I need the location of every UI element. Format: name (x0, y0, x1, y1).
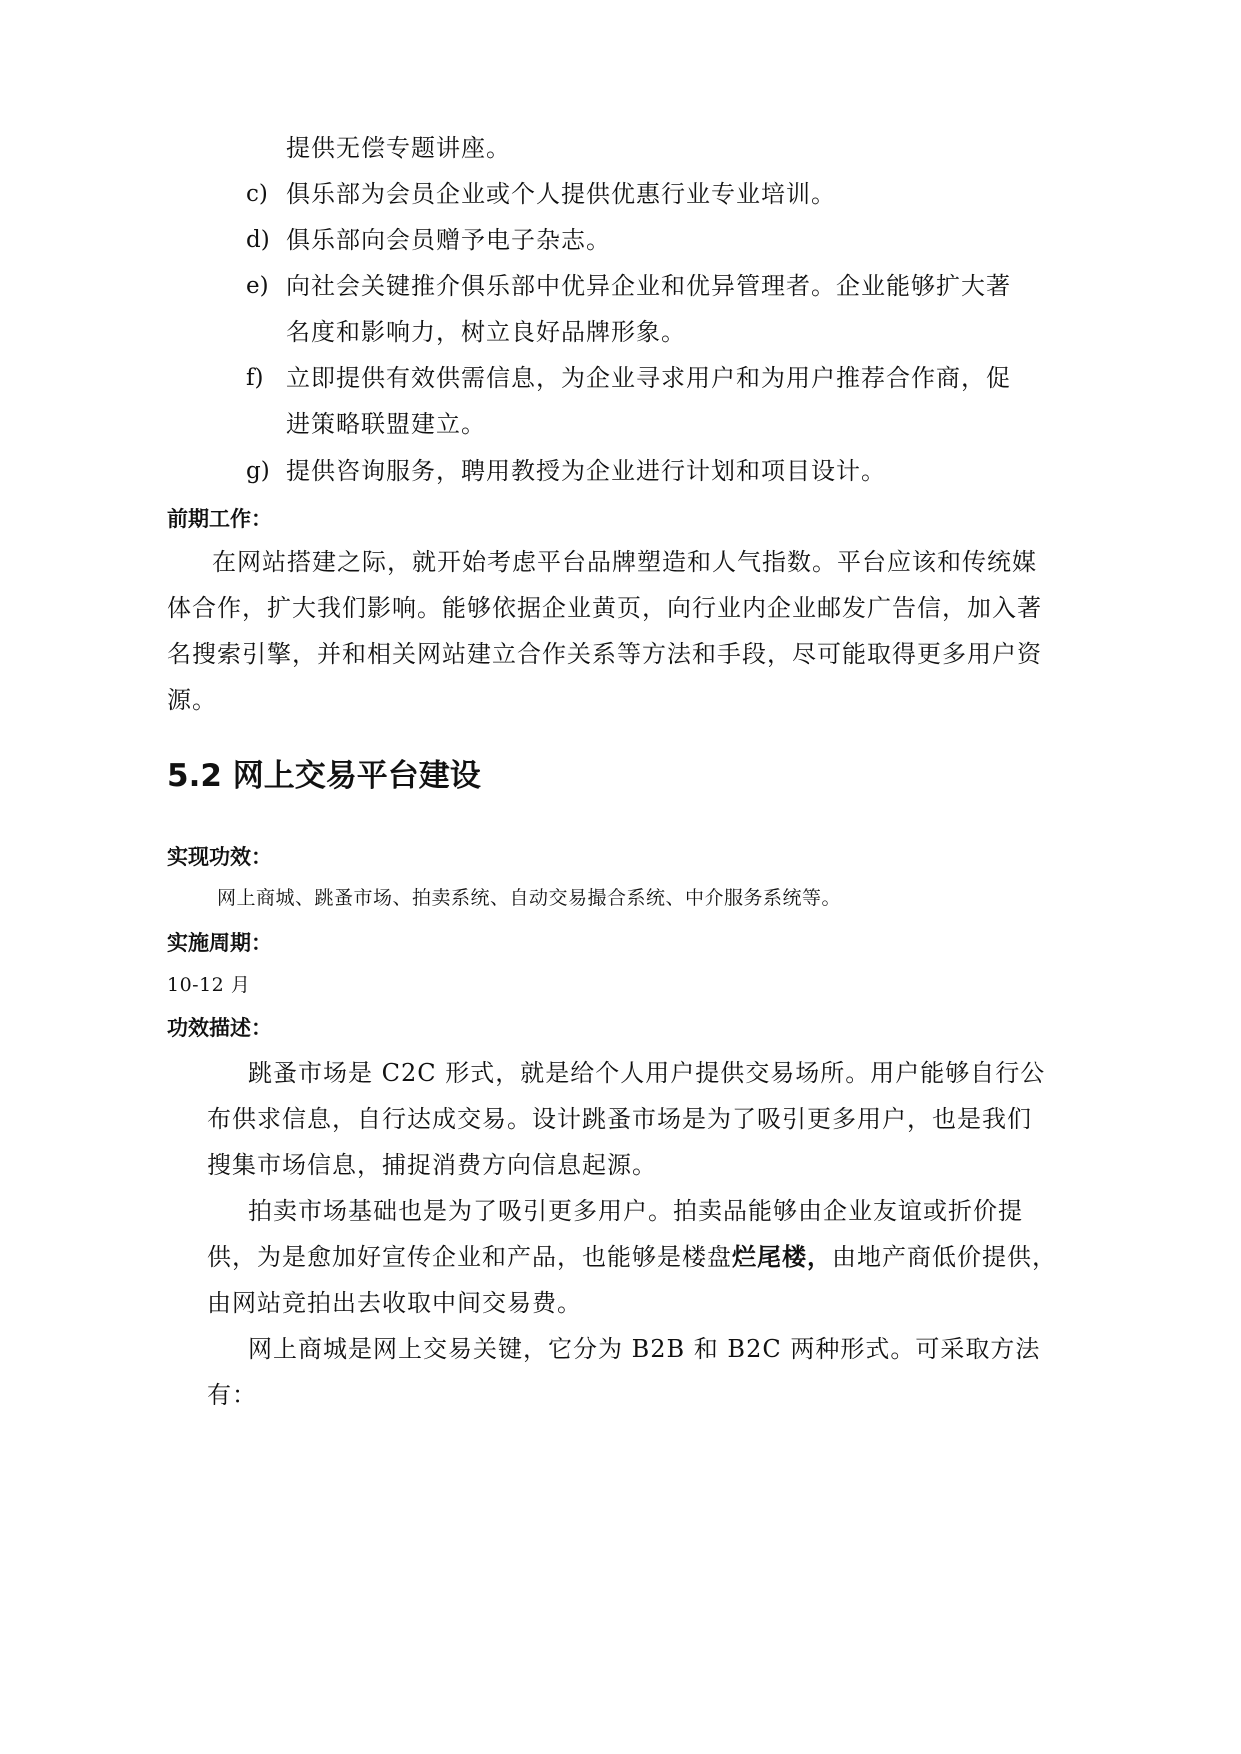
description-p1-line2: 布供求信息，自行达成交易。设计跳蚤市场是为了吸引更多用户，也是我们 (207, 1105, 1032, 1133)
list-marker-d: d) (246, 227, 270, 253)
list-marker-g: g) (246, 458, 270, 484)
prework-line-4: 源。 (167, 686, 217, 714)
description-p2-line2-end: 由地产商低价提供， (832, 1243, 1057, 1271)
list-item-d: 俱乐部向会员赠予电子杂志。 (286, 226, 611, 254)
function-label: 实现功效： (167, 845, 272, 869)
list-marker-e: e) (246, 273, 269, 299)
period-text: 10-12 月 (167, 974, 251, 996)
prework-line-1: 在网站搭建之际，就开始考虑平台品牌塑造和人气指数。平台应该和传统媒 (212, 548, 1037, 576)
description-p2-line2-bold: 烂尾楼， (732, 1243, 832, 1271)
description-label: 功效描述： (167, 1016, 272, 1040)
description-p1-line1: 跳蚤市场是 C2C 形式，就是给个人用户提供交易场所。用户能够自行公 (248, 1059, 1046, 1087)
prework-line-2: 体合作，扩大我们影响。能够依据企业黄页，向行业内企业邮发广告信，加入著 (167, 594, 1042, 622)
description-p2-line3: 由网站竞拍出去收取中间交易费。 (207, 1289, 582, 1317)
function-text: 网上商城、跳蚤市场、拍卖系统、自动交易撮合系统、中介服务系统等。 (217, 887, 842, 909)
list-item-e-line1: 向社会关键推介俱乐部中优异企业和优异管理者。企业能够扩大著 (286, 272, 1011, 300)
list-item-f-line1: 立即提供有效供需信息，为企业寻求用户和为用户推荐合作商，促 (286, 364, 1011, 392)
list-marker-c: c) (246, 181, 268, 207)
period-label: 实施周期： (167, 931, 272, 955)
description-p2-line2-start: 供，为是愈加好宣传企业和产品，也能够是楼盘 (207, 1243, 732, 1271)
prework-label: 前期工作： (167, 507, 272, 531)
list-item-e-line2: 名度和影响力，树立良好品牌形象。 (286, 318, 686, 346)
description-p3-line1: 网上商城是网上交易关键，它分为 B2B 和 B2C 两种形式。可采取方法 (248, 1335, 1041, 1363)
list-item-b-continuation: 提供无偿专题讲座。 (286, 134, 511, 162)
description-p3-line2: 有： (207, 1381, 257, 1409)
list-item-f-line2: 进策略联盟建立。 (286, 410, 486, 438)
list-marker-f: f) (246, 365, 264, 391)
description-p2-line2 (207, 1241, 1057, 1273)
description-p1-line3: 搜集市场信息，捕捉消费方向信息起源。 (207, 1151, 657, 1179)
section-heading: 5.2 网上交易平台建设 (167, 758, 481, 794)
description-p2-line1: 拍卖市场基础也是为了吸引更多用户。拍卖品能够由企业友谊或折价提 (248, 1197, 1023, 1225)
list-item-c: 俱乐部为会员企业或个人提供优惠行业专业培训。 (286, 180, 836, 208)
prework-line-3: 名搜索引擎，并和相关网站建立合作关系等方法和手段，尽可能取得更多用户资 (167, 640, 1042, 668)
list-item-g: 提供咨询服务，聘用教授为企业进行计划和项目设计。 (286, 457, 886, 485)
